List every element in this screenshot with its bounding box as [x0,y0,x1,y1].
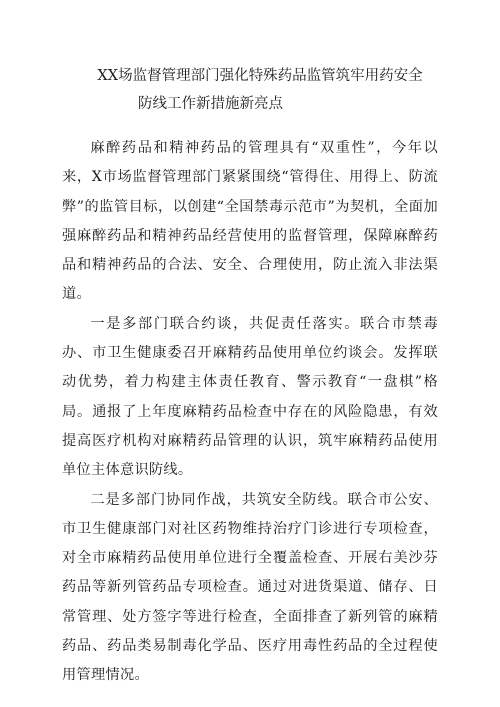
title-line-1: XX场监督管理部门强化特殊药品监管筑牢用药安全 [97,68,423,84]
document-body [62,134,438,691]
document-title [60,62,460,118]
paragraph-measure-two: 二是多部门协同作战，共筑安全防线。联合市公安、市卫生健康部门对社区药物维持治疗门诊进行专项检查，对全市麻精药品使用单位进行全覆盖检查、开展右美沙芬药品等新列管药品专项检查。通过对进货渠道、储存、日常管理、处方签字等进行检查，全面排查了新列管的麻精药品、药品类易制毒化学品、医疗用毒性药品的全过程使用管理情况。 [62,491,438,684]
paragraph-measure-one: 一是多部门联合约谈，共促责任落实。联合市禁毒办、市卫生健康委召开麻精药品使用单位约谈会。发挥联动优势，着力构建主体责任教育、警示教育“一盘棋”格局。通报了上年度麻精药品检查中存在的风险隐患，有效提高医疗机构对麻精药品管理的认识，筑牢麻精药品使用单位主体意识防线。 [62,315,438,479]
paragraph-intro: 麻醉药品和精神药品的管理具有“双重性”，今年以来，X市场监督管理部门紧紧围绕“管得住、用得上、防流弊”的监管目标，以创建“全国禁毒示范市”为契机，全面加强麻醉药品和精神药品经营使用的监督管理，保障麻醉药品和精神药品的合法、安全、合理使用，防止流入非法渠道。 [62,140,438,303]
title-line-2: 防线工作新措施新亮点 [138,96,283,112]
